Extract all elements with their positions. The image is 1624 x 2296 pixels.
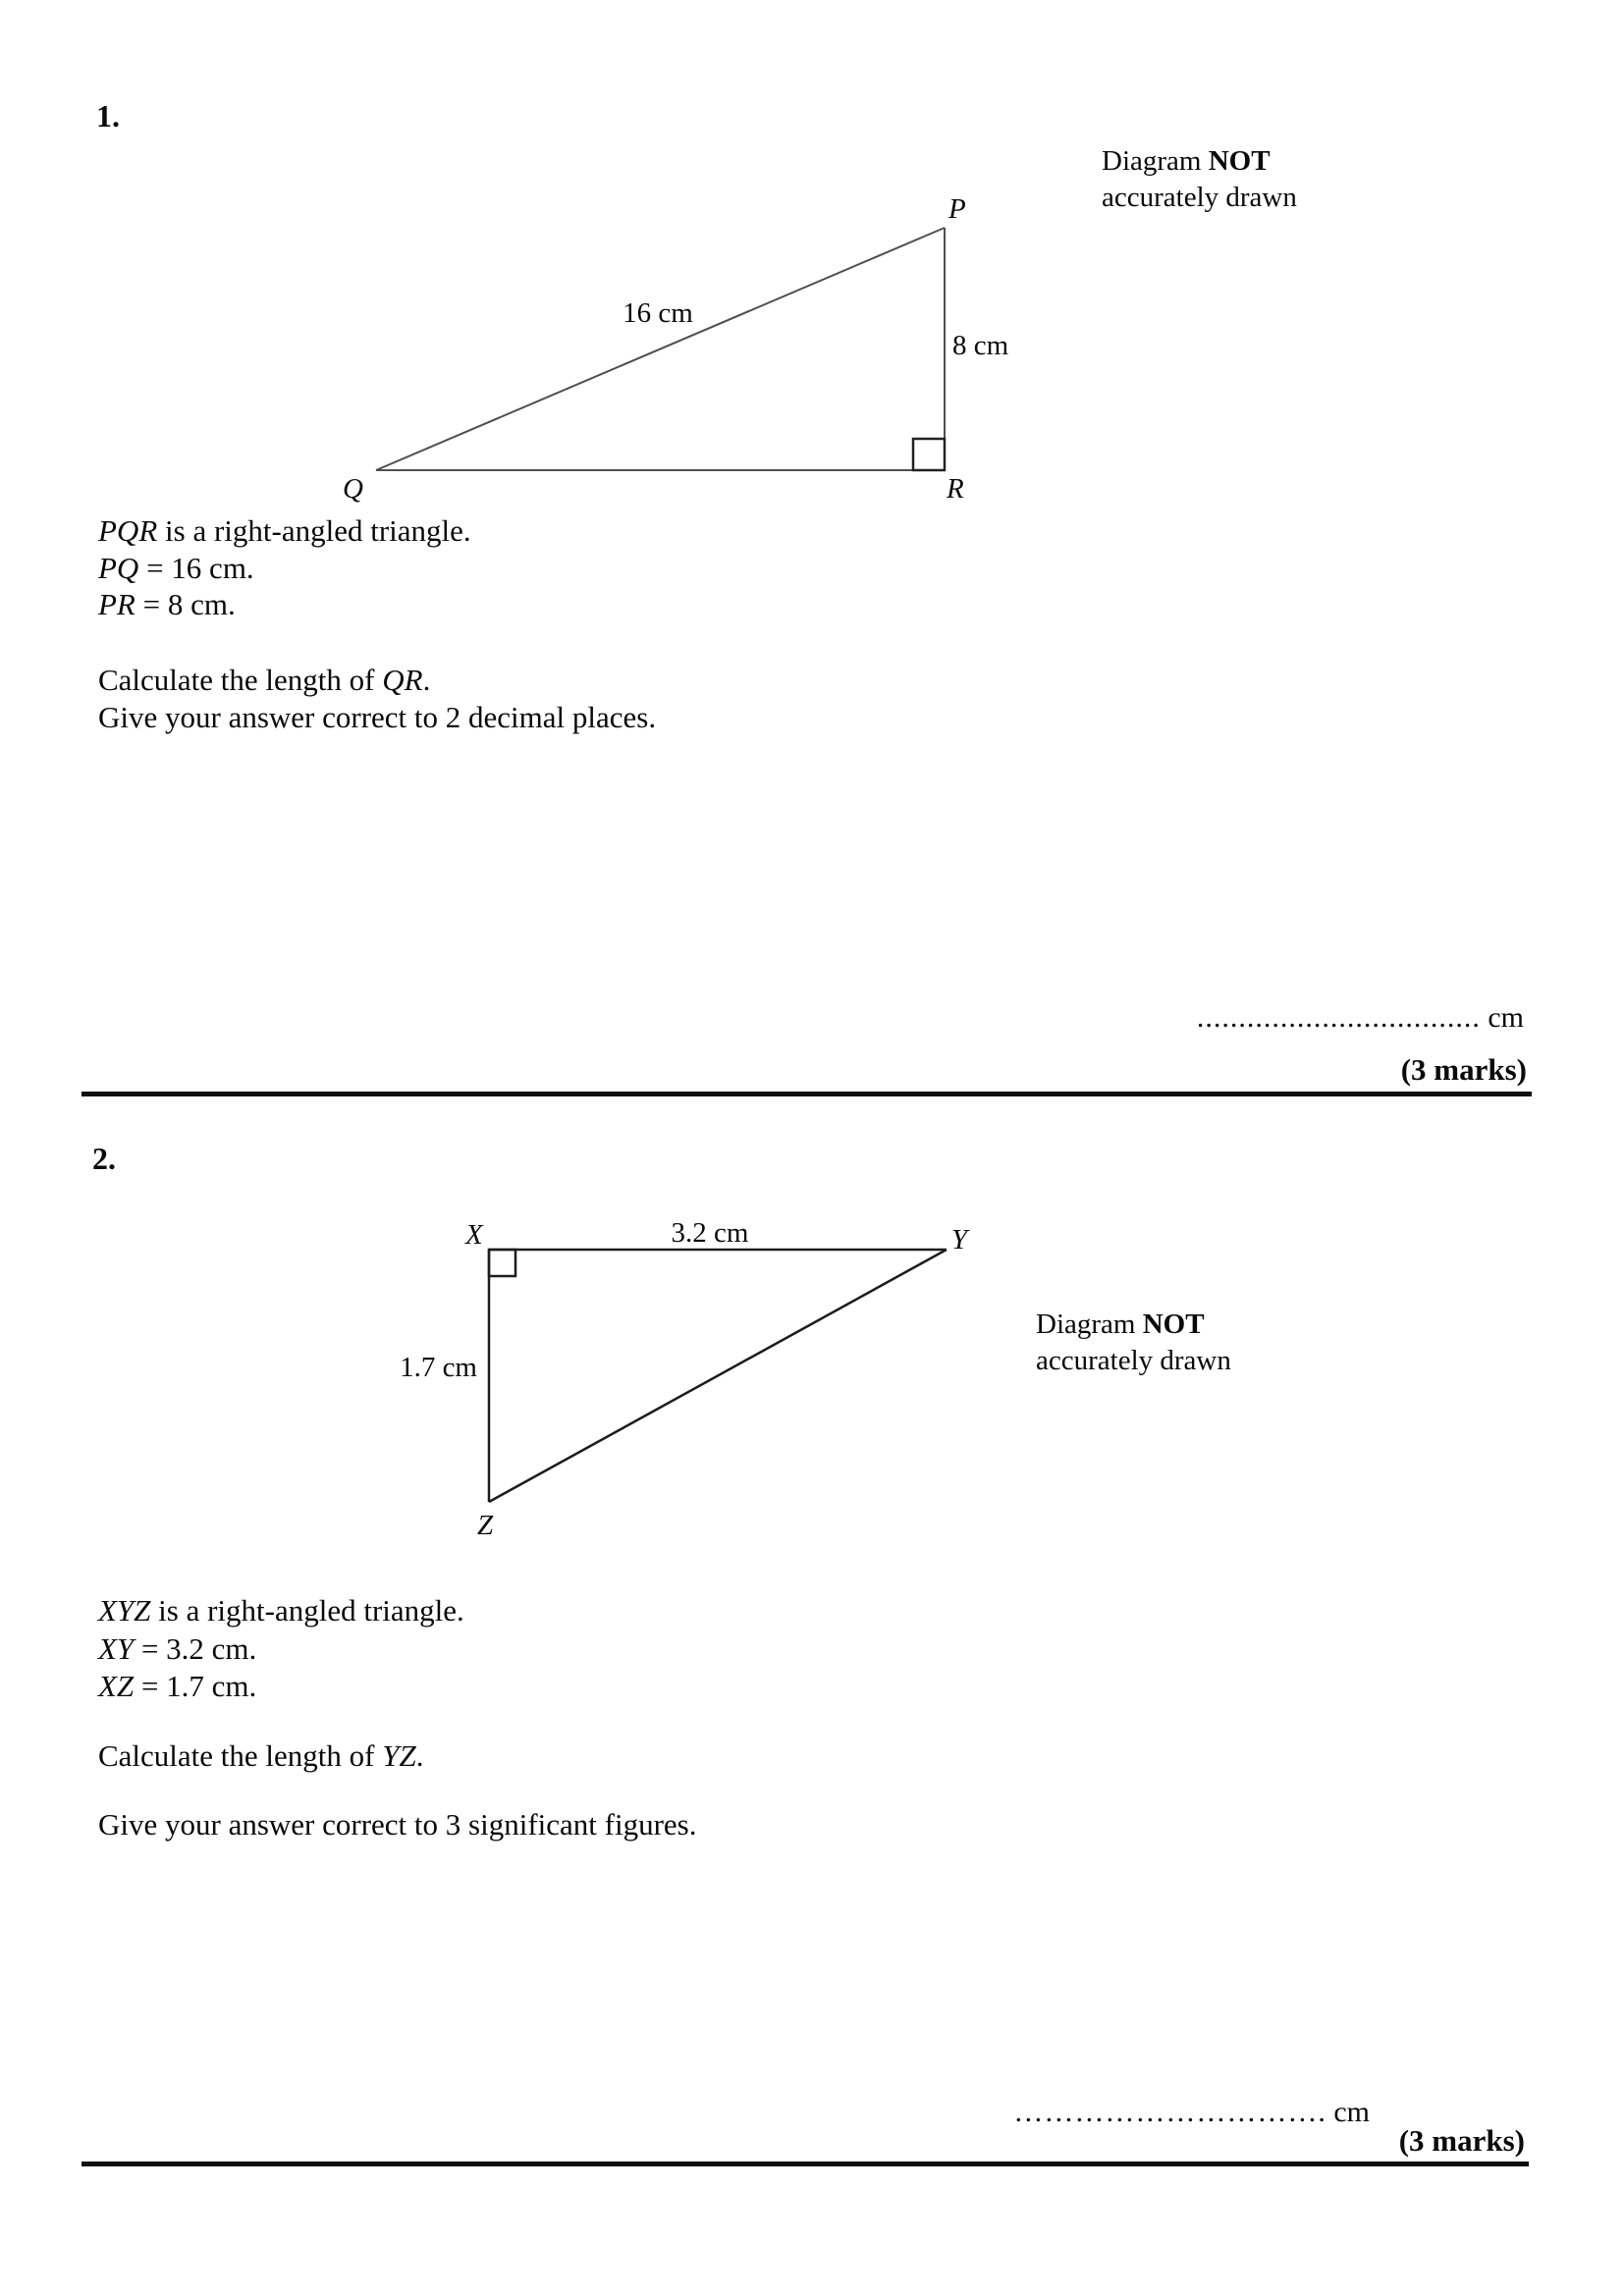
q1-statement-rest: is a right-angled triangle. [157,513,471,548]
note-line-2: accurately drawn [1036,1345,1231,1376]
q1-side-name-pq: PQ [98,551,139,585]
q1-answer-line [1080,1001,1524,1035]
side-length-pr: 8 cm [952,330,1009,361]
vertex-label-p: P [948,193,966,225]
vertex-label-q: Q [343,473,363,505]
side-length-xz: 1.7 cm [400,1352,477,1383]
note-bold-text: NOT [1208,145,1271,177]
q1-given-1-value: = 16 cm. [138,551,254,585]
q2-task-suffix: . [415,1738,424,1773]
q2-answer-dotted-line: …………………………. [1013,2096,1326,2128]
q2-side-name-xy: XY [98,1631,135,1666]
q1-task-line [98,663,430,698]
right-angle-marker-r [913,439,945,470]
q1-given-2 [98,587,236,622]
q2-statement-rest: is a right-angled triangle. [150,1593,464,1628]
note-bold-text: NOT [1142,1308,1205,1340]
vertex-label-r: R [947,473,964,505]
q2-task-line [98,1738,423,1774]
diagram-not-accurate-note-1 [1102,143,1297,216]
q1-triangle-name: PQR [98,513,158,548]
side-length-xy: 3.2 cm [671,1217,749,1249]
note-line-1 [1102,143,1297,180]
q1-answer-unit: cm [1480,1001,1524,1034]
note-regular-text: Diagram [1036,1308,1143,1340]
q2-given-2 [98,1669,256,1704]
note-line-1 [1036,1307,1231,1343]
q2-statement-line [98,1593,464,1629]
note-line-2: accurately drawn [1102,182,1297,213]
q1-marks-label: (3 marks) [1400,1052,1527,1087]
q1-given-2-value: = 8 cm. [135,587,236,621]
q2-instruction-line: Give your answer correct to 3 significant figures. [98,1807,697,1842]
question-divider-rule [81,1092,1532,1096]
q1-answer-dotted-line: .................................. [1196,1001,1481,1034]
side-yz-line [489,1250,947,1502]
question-2-number: 2. [92,1141,116,1176]
q1-side-name-qr: QR [382,663,423,697]
vertex-label-y: Y [951,1224,968,1255]
note-regular-text: Diagram [1102,145,1209,177]
side-length-pq: 16 cm [623,297,693,329]
q2-answer-unit: cm [1326,2096,1370,2128]
q2-given-1-value: = 3.2 cm. [134,1631,257,1666]
q2-given-1 [98,1631,256,1667]
q2-triangle-name: XYZ [98,1593,151,1628]
q2-side-name-yz: YZ [382,1738,416,1773]
q2-side-name-xz: XZ [98,1669,135,1703]
vertex-label-z: Z [477,1510,494,1541]
q2-marks-label: (3 marks) [1398,2123,1525,2158]
q1-side-name-pr: PR [98,587,135,621]
side-pq-line [376,228,945,470]
q1-statement-line [98,513,471,549]
vertex-label-x: X [465,1219,483,1251]
triangle-pqr-diagram [334,187,1001,510]
diagram-not-accurate-note-2 [1036,1307,1231,1379]
q1-task-suffix: . [422,663,431,697]
q2-task-prefix: Calculate the length of [98,1738,383,1773]
q1-instruction-line: Give your answer correct to 2 decimal places. [98,700,657,734]
question-1-number: 1. [96,98,120,133]
right-angle-marker-x [489,1250,515,1276]
q2-given-2-value: = 1.7 cm. [134,1669,257,1703]
q1-task-prefix: Calculate the length of [98,663,383,697]
triangle-xyz-diagram [442,1212,1031,1546]
page-bottom-rule [81,2162,1529,2166]
q1-given-1 [98,551,254,586]
